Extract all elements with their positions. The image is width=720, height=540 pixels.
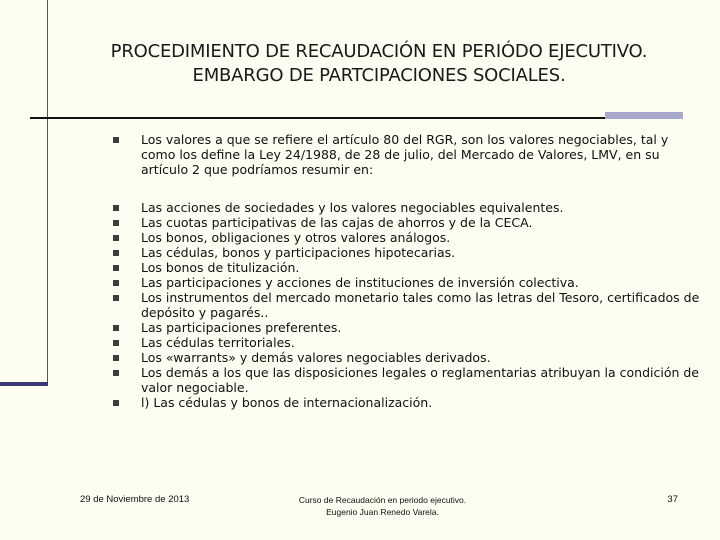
square-bullet-icon — [113, 295, 119, 301]
square-bullet-icon — [113, 400, 119, 406]
list-item — [112, 245, 702, 260]
square-bullet-icon — [113, 137, 119, 143]
left-accent-bar — [0, 382, 48, 386]
list-item — [112, 335, 702, 350]
list-item-text: Las participaciones y acciones de instituciones de inversión colectiva. — [141, 275, 579, 290]
list-item-text: Las acciones de sociedades y los valores negociables equivalentes. — [141, 200, 564, 215]
list-item-text: Las cuotas participativas de las cajas de ahorros y de la CECA. — [141, 215, 533, 230]
page-number: 37 — [667, 494, 678, 505]
square-bullet-icon — [113, 280, 119, 286]
square-bullet-icon — [113, 340, 119, 346]
intro-paragraph — [112, 132, 702, 177]
square-bullet-icon — [113, 250, 119, 256]
list-item-text: Los instrumentos del mercado monetario tales como las letras del Tesoro, certificados de depósito y pagarés.. — [141, 290, 700, 320]
square-bullet-icon — [113, 355, 119, 361]
list-item — [112, 200, 702, 215]
list-item-text: Las cédulas territoriales. — [141, 335, 295, 350]
square-bullet-icon — [113, 265, 119, 271]
footer-course — [250, 494, 515, 518]
slide-title — [48, 40, 710, 88]
list-item — [112, 215, 702, 230]
square-bullet-icon — [113, 205, 119, 211]
list-item — [112, 230, 702, 245]
slide-title-line-2: EMBARGO DE PARTCIPACIONES SOCIALES. — [192, 65, 566, 86]
list-item-text: Los bonos, obligaciones y otros valores análogos. — [141, 230, 451, 245]
square-bullet-icon — [113, 325, 119, 331]
list-item-text: Los «warrants» y demás valores negociables derivados. — [141, 350, 491, 365]
footer-course-line-2: Eugenio Juan Renedo Varela. — [326, 507, 439, 517]
list-item-text: Las cédulas, bonos y participaciones hipotecarias. — [141, 245, 456, 260]
square-bullet-icon — [113, 370, 119, 376]
slide-title-line-1: PROCEDIMIENTO DE RECAUDACIÓN EN PERIÓDO EJECUTIVO. — [110, 41, 648, 62]
list-item — [112, 395, 702, 410]
list-item — [112, 290, 702, 320]
list-item — [112, 275, 702, 290]
bullet-list — [112, 128, 702, 410]
footer-date: 29 de Noviembre de 2013 — [80, 494, 190, 505]
securities-list — [112, 200, 702, 410]
square-bullet-icon — [113, 235, 119, 241]
list-item-text: l) Las cédulas y bonos de internacionalización. — [141, 395, 433, 410]
list-item — [112, 260, 702, 275]
title-separator-line — [30, 117, 680, 119]
list-item-text: Los demás a los que las disposiciones legales o reglamentarias atribuyan la condición de valor negociable. — [141, 365, 699, 395]
list-item-text: Las participaciones preferentes. — [141, 320, 342, 335]
square-bullet-icon — [113, 220, 119, 226]
title-separator-accent — [605, 112, 683, 119]
list-item — [112, 350, 702, 365]
list-item — [112, 365, 702, 395]
list-item — [112, 320, 702, 335]
footer-course-line-1: Curso de Recaudación en periodo ejecutivo. — [298, 495, 467, 505]
list-item-text: Los bonos de titulización. — [141, 260, 300, 275]
intro-text: Los valores a que se refiere el artículo 80 del RGR, son los valores negociables, tal y como los define la Ley 24/1988, de 28 de julio, del Mercado de Valores, LMV, en su artículo 2 que podríamos resumir en: — [141, 132, 669, 177]
